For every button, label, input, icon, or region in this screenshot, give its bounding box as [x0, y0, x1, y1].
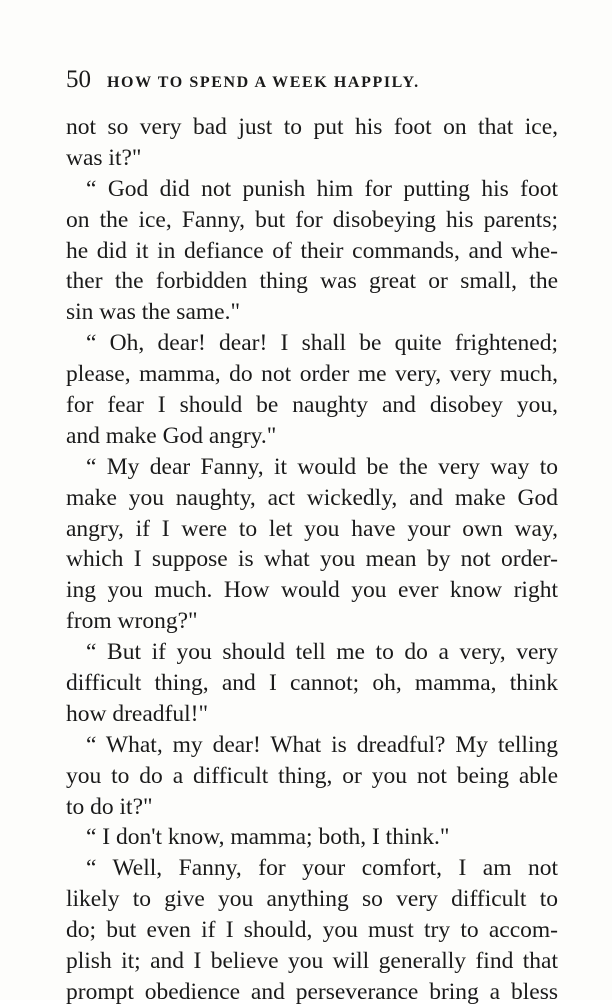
text-line: ing you much. How would you ever know right: [66, 577, 558, 604]
text-line: “ My dear Fanny, it would be the very way to: [86, 453, 558, 480]
text-line: prompt obedience and perseverance bring a bless: [66, 978, 558, 1005]
text-line: to do it?": [66, 793, 153, 820]
text-line: he did it in defiance of their commands, and whe-: [66, 237, 558, 264]
text-line: do; but even if I should, you must try to accom-: [66, 917, 558, 944]
text-line: ther the forbidden thing was great or small, the: [66, 268, 558, 295]
text-line: difficult thing, and I cannot; oh, mamma, think: [66, 670, 558, 697]
text-line: “ But if you should tell me to do a very, very: [86, 639, 558, 666]
text-line: how dreadful!": [66, 700, 209, 727]
text-line: angry, if I were to let you have your own way,: [66, 515, 558, 542]
text-line: on the ice, Fanny, but for disobeying his parents;: [66, 206, 558, 233]
text-line: likely to give you anything so very difficult to: [66, 886, 558, 913]
text-line: which I suppose is what you mean by not order-: [66, 546, 558, 573]
text-line: please, mamma, do not order me very, very much,: [66, 361, 558, 388]
running-head: HOW TO SPEND A WEEK HAPPILY.: [107, 74, 420, 91]
text-line: for fear I should be naughty and disobey you,: [66, 392, 558, 419]
text-line: from wrong?": [66, 608, 198, 635]
text-line: “ Oh, dear! dear! I shall be quite frightened;: [86, 330, 558, 357]
text-line: sin was the same.": [66, 299, 241, 326]
text-line: you to do a difficult thing, or you not being able: [66, 762, 558, 789]
text-line: make you naughty, act wickedly, and make God: [66, 484, 558, 511]
text-line: “ I don't know, mamma; both, I think.": [86, 824, 450, 851]
text-line: “ God did not punish him for putting his foot: [86, 175, 558, 202]
text-line: not so very bad just to put his foot on that ice,: [66, 114, 558, 140]
text-line: plish it; and I believe you will generally find that: [66, 948, 558, 975]
text-line: and make God angry.": [66, 422, 277, 449]
text-line: “ Well, Fanny, for your comfort, I am not: [86, 855, 558, 882]
page-number: 50: [66, 66, 91, 93]
text-line: was it?": [66, 144, 142, 171]
page-header: [66, 66, 566, 100]
text-line: “ What, my dear! What is dreadful? My telling: [86, 731, 558, 758]
body-text: [66, 112, 558, 1008]
